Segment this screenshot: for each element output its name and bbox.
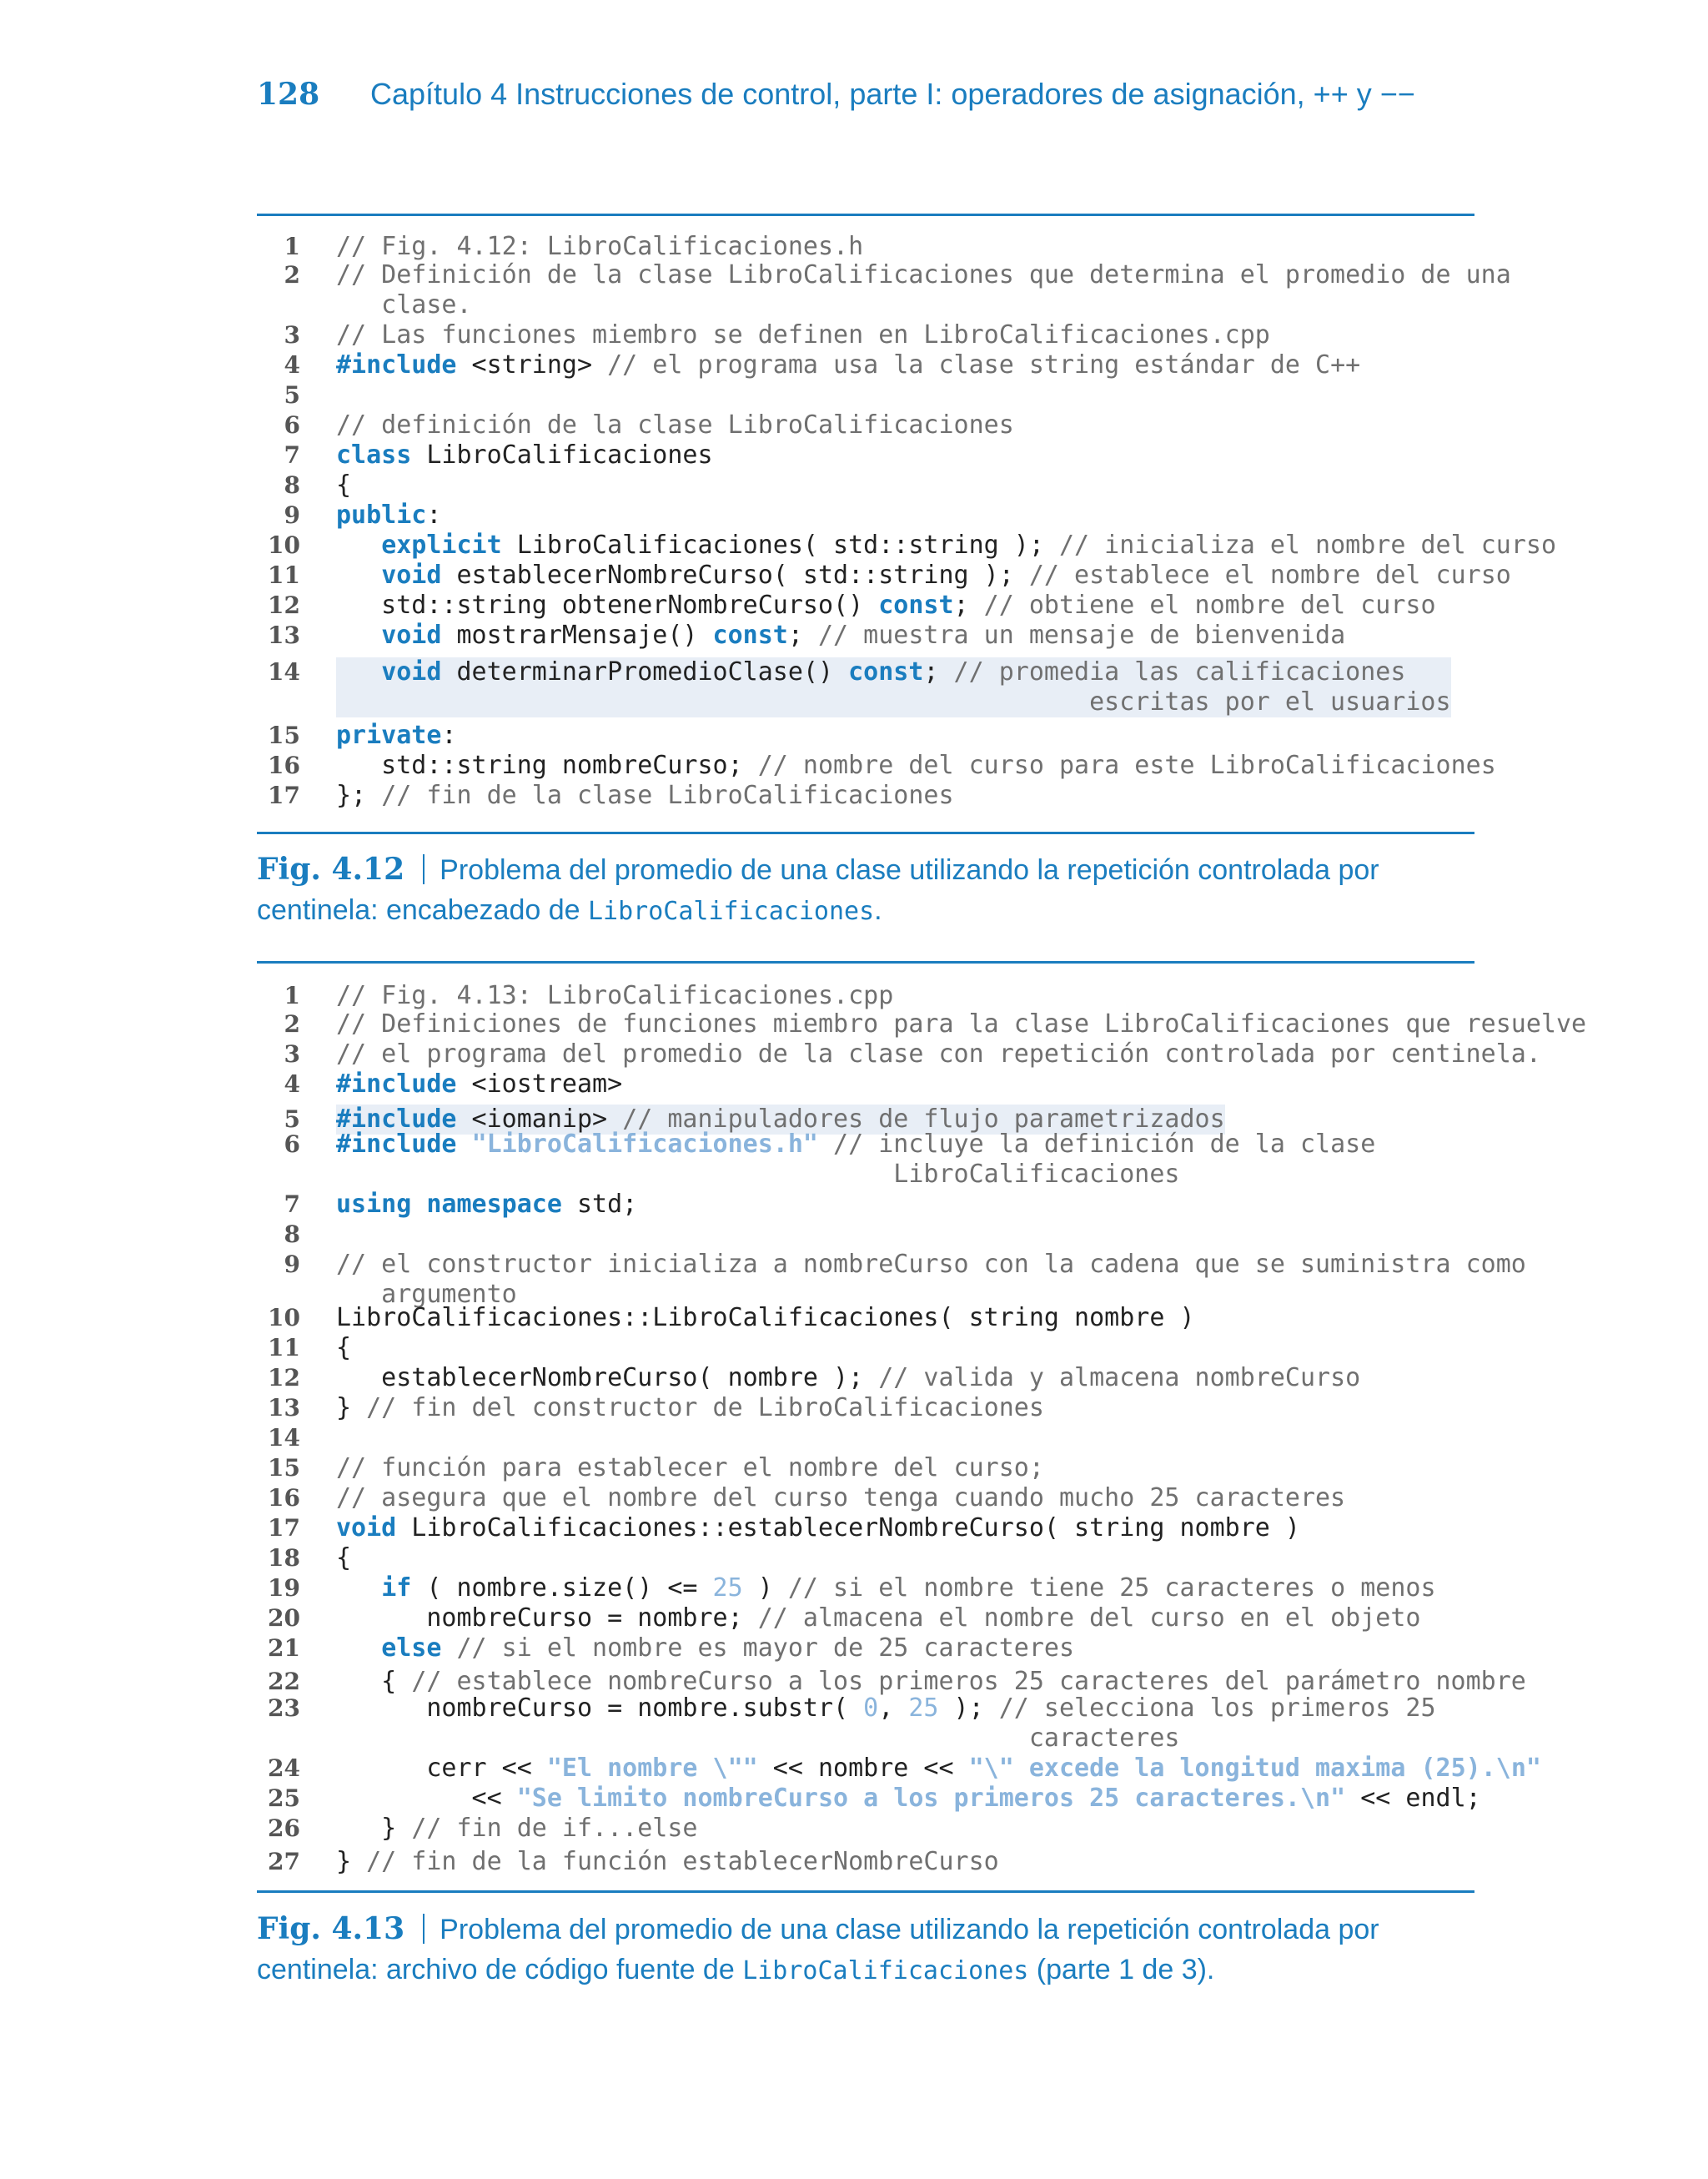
line-number: 23 bbox=[268, 1694, 300, 1722]
line-number: 9 bbox=[284, 1251, 300, 1278]
page-header bbox=[257, 77, 1415, 127]
code-text: void establecerNombreCurso( std::string ); // establece el nombre del curso bbox=[381, 561, 1511, 590]
line-number: 15 bbox=[268, 722, 300, 749]
code-text: #include "LibroCalificaciones.h" // incluye la definición de la clase LibroCalificaciones bbox=[336, 1130, 1376, 1189]
line-number: 1 bbox=[284, 233, 300, 260]
line-number: 5 bbox=[284, 1105, 300, 1133]
line-number: 25 bbox=[268, 1784, 300, 1812]
line-number: 19 bbox=[268, 1574, 300, 1602]
code-text-highlighted: #include <iomanip> // manipuladores de flujo parametrizados bbox=[336, 1105, 1225, 1134]
code-text: // asegura que el nombre del curso tenga cuando mucho 25 caracteres bbox=[336, 1483, 1346, 1512]
code-text: { bbox=[336, 1543, 352, 1573]
line-number: 6 bbox=[284, 1130, 300, 1158]
line-number: 27 bbox=[268, 1848, 300, 1875]
code-text: // Fig. 4.12: LibroCalificaciones.h bbox=[336, 232, 864, 261]
code-text: private: bbox=[336, 721, 457, 750]
line-number: 13 bbox=[268, 621, 300, 649]
code-text: void mostrarMensaje() const; // muestra un mensaje de bienvenida bbox=[381, 621, 1346, 650]
figure-label: Fig. 4.13 bbox=[257, 1911, 405, 1946]
caption-end: . bbox=[874, 894, 882, 926]
chapter-title: Capítulo 4 Instrucciones de control, parte I: operadores de asignación, ++ y −− bbox=[370, 77, 1415, 111]
caption-code: LibroCalificaciones bbox=[742, 1956, 1029, 1985]
line-number: 15 bbox=[268, 1454, 300, 1482]
code-text: // Definición de la clase LibroCalificaciones que determina el promedio de una clase. bbox=[336, 260, 1511, 320]
line-number: 12 bbox=[268, 1364, 300, 1391]
code-text: { // establece nombreCurso a los primeros 25 caracteres del parámetro nombre bbox=[336, 1667, 1526, 1696]
code-text: std::string nombreCurso; // nombre del curso para este LibroCalificaciones bbox=[336, 751, 1496, 780]
line-number: 9 bbox=[284, 501, 300, 529]
code-text: } // fin del constructor de LibroCalificaciones bbox=[336, 1393, 1044, 1422]
line-number: 5 bbox=[284, 381, 300, 409]
line-number: 2 bbox=[284, 261, 300, 289]
code-text: // Definiciones de funciones miembro para la clase LibroCalificaciones que resuelve bbox=[336, 1009, 1587, 1039]
line-number: 17 bbox=[268, 782, 300, 809]
top-rule-fig412 bbox=[257, 214, 1474, 216]
line-number: 10 bbox=[268, 531, 300, 559]
code-text-highlighted: void determinarPromedioClase() const; // promedia las calificaciones escritas por el usuarios bbox=[336, 657, 1451, 717]
caption-separator bbox=[423, 854, 424, 884]
line-number: 16 bbox=[268, 752, 300, 779]
line-number: 11 bbox=[268, 1334, 300, 1361]
line-number: 20 bbox=[268, 1604, 300, 1632]
line-number: 6 bbox=[284, 411, 300, 439]
code-text: { bbox=[336, 1333, 352, 1362]
caption-code: LibroCalificaciones bbox=[587, 897, 875, 926]
caption-separator bbox=[423, 1914, 424, 1944]
code-text: #include <string> // el programa usa la clase string estándar de C++ bbox=[336, 350, 1361, 380]
code-text: } // fin de la función establecerNombreCurso bbox=[336, 1847, 999, 1876]
code-text: // Fig. 4.13: LibroCalificaciones.cpp bbox=[336, 981, 894, 1010]
figure-label: Fig. 4.12 bbox=[257, 852, 405, 887]
line-number: 21 bbox=[268, 1634, 300, 1662]
caption-text: Problema del promedio de una clase utilizando la repetición controlada por centinela: encabezado de bbox=[257, 854, 1379, 926]
line-number: 24 bbox=[268, 1754, 300, 1782]
line-number: 26 bbox=[268, 1814, 300, 1842]
line-number: 2 bbox=[284, 1010, 300, 1038]
line-number: 18 bbox=[268, 1544, 300, 1572]
line-number: 22 bbox=[268, 1668, 300, 1695]
bottom-rule-fig413 bbox=[257, 1890, 1474, 1893]
figure-caption-fig413 bbox=[257, 1909, 1474, 1991]
code-text: } // fin de if...else bbox=[336, 1814, 698, 1843]
caption-text: Problema del promedio de una clase utilizando la repetición controlada por centinela: archivo de código fuente de bbox=[257, 1914, 1379, 1985]
line-number: 7 bbox=[284, 1190, 300, 1218]
line-number: 3 bbox=[284, 321, 300, 349]
code-text: // Las funciones miembro se definen en LibroCalificaciones.cpp bbox=[336, 320, 1270, 350]
figure-caption-fig412 bbox=[257, 849, 1474, 932]
code-text: // el programa del promedio de la clase con repetición controlada por centinela. bbox=[336, 1039, 1541, 1069]
line-number: 17 bbox=[268, 1514, 300, 1542]
line-number: 11 bbox=[268, 561, 300, 589]
code-text: std::string obtenerNombreCurso() const; // obtiene el nombre del curso bbox=[336, 591, 1436, 620]
top-rule-fig413 bbox=[257, 961, 1474, 964]
code-text: explicit LibroCalificaciones( std::string ); // inicializa el nombre del curso bbox=[381, 531, 1556, 560]
line-number: 14 bbox=[268, 1424, 300, 1452]
line-number: 8 bbox=[284, 1220, 300, 1248]
caption-end: (parte 1 de 3). bbox=[1028, 1954, 1215, 1985]
code-text: // función para establecer el nombre del curso; bbox=[336, 1453, 1044, 1482]
line-number: 3 bbox=[284, 1040, 300, 1068]
code-text: // definición de la clase LibroCalificaciones bbox=[336, 410, 1014, 440]
code-text: // el constructor inicializa a nombreCurso con la cadena que se suministra como argumento bbox=[336, 1250, 1526, 1309]
page-number: 128 bbox=[257, 77, 320, 112]
bottom-rule-fig412 bbox=[257, 832, 1474, 834]
code-text: establecerNombreCurso( nombre ); // valida y almacena nombreCurso bbox=[336, 1363, 1361, 1392]
line-number: 7 bbox=[284, 441, 300, 469]
code-text: void LibroCalificaciones::establecerNombreCurso( string nombre ) bbox=[336, 1513, 1300, 1542]
line-number: 4 bbox=[284, 1070, 300, 1098]
line-number: 8 bbox=[284, 471, 300, 499]
code-text: if ( nombre.size() <= 25 ) // si el nombre tiene 25 caracteres o menos bbox=[381, 1573, 1436, 1603]
code-text: using namespace std; bbox=[336, 1190, 638, 1219]
code-text: LibroCalificaciones::LibroCalificaciones( string nombre ) bbox=[336, 1303, 1195, 1332]
line-number: 16 bbox=[268, 1484, 300, 1512]
code-text: nombreCurso = nombre.substr( 0, 25 ); // selecciona los primeros 25 caracteres bbox=[336, 1693, 1436, 1753]
code-text: else // si el nombre es mayor de 25 caracteres bbox=[381, 1633, 1075, 1663]
code-text: public: bbox=[336, 501, 442, 530]
code-text: #include <iostream> bbox=[336, 1069, 623, 1099]
line-number: 4 bbox=[284, 351, 300, 379]
code-text: nombreCurso = nombre; // almacena el nombre del curso en el objeto bbox=[336, 1603, 1421, 1633]
line-number: 14 bbox=[268, 658, 300, 686]
code-text: << "Se limito nombreCurso a los primeros 25 caracteres.\n" << endl; bbox=[336, 1784, 1481, 1813]
line-number: 1 bbox=[284, 982, 300, 1009]
line-number: 12 bbox=[268, 591, 300, 619]
code-text: cerr << "El nombre \"" << nombre << "\" excede la longitud maxima (25).\n" bbox=[336, 1754, 1541, 1783]
code-text: class LibroCalificaciones bbox=[336, 440, 713, 470]
code-text: { bbox=[336, 471, 352, 500]
line-number: 10 bbox=[268, 1304, 300, 1331]
line-number: 13 bbox=[268, 1394, 300, 1422]
code-text: }; // fin de la clase LibroCalificaciones bbox=[336, 781, 954, 810]
